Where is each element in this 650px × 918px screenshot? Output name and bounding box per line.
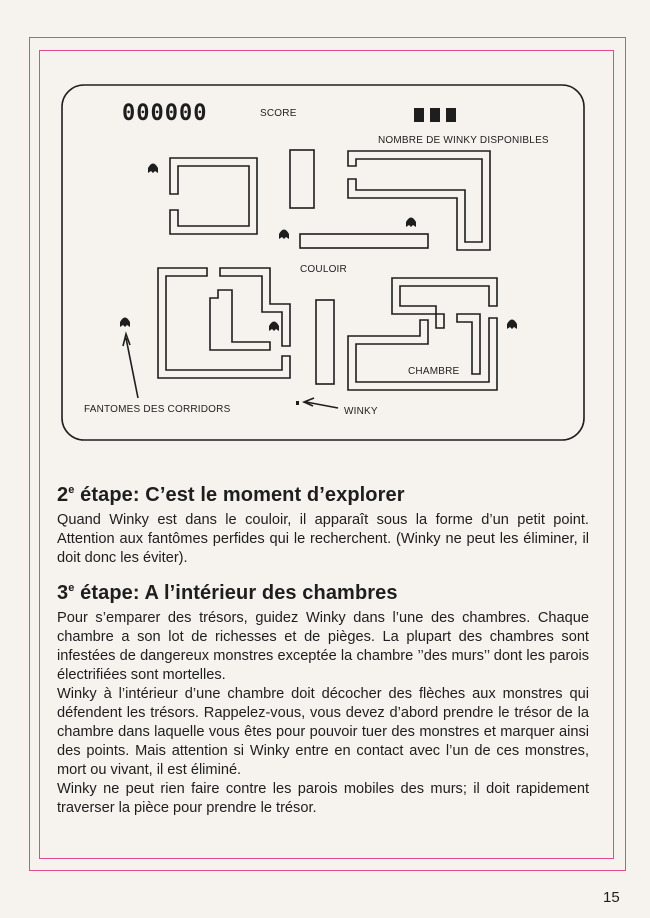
life-block-3 bbox=[446, 108, 456, 122]
room-top-left bbox=[170, 158, 257, 234]
life-block-1 bbox=[414, 108, 424, 122]
corridor-label: COULOIR bbox=[300, 264, 347, 275]
section-step-3 bbox=[57, 582, 589, 818]
winky-lives-label: NOMBRE DE WINKY DISPONIBLES bbox=[378, 135, 549, 146]
winky-dot bbox=[296, 401, 299, 405]
winky-label: WINKY bbox=[344, 406, 378, 417]
wall-vertical-center bbox=[316, 300, 334, 384]
ghost-icon bbox=[507, 320, 517, 330]
room-top-right bbox=[348, 151, 490, 250]
room-bottom-right-lower bbox=[348, 318, 497, 390]
ghost-icon bbox=[148, 164, 158, 174]
wall-corridor-bar bbox=[300, 234, 428, 248]
wall-vertical-top bbox=[290, 150, 314, 208]
ghost-icon bbox=[406, 218, 416, 228]
life-block-2 bbox=[430, 108, 440, 122]
section-heading: 2e étape: C’est le moment d’explorer bbox=[57, 484, 405, 506]
ghost-arrow bbox=[126, 338, 138, 398]
room-bottom-right bbox=[392, 278, 497, 328]
section-step-2 bbox=[57, 484, 589, 568]
instructions-content bbox=[57, 484, 589, 818]
paragraph: Winky à l’intérieur d’une chambre doit décocher des flèches aux monstres qui défendent les trésors. Rappelez-vous, vous devez d’abord prendre le trésor de la chambre dans laquelle vous êtes pour pouvoir tuer des monstres et marquer ainsi des points. Mais attention si Winky entre en contact avec l’un de ces monstres, mort ou vivant, il est éliminé. bbox=[57, 686, 589, 778]
ghost-icon bbox=[279, 230, 289, 240]
game-screen-diagram bbox=[60, 84, 588, 444]
ghost-icon bbox=[269, 322, 279, 332]
section-heading: 3e étape: A l’intérieur des chambres bbox=[57, 582, 398, 604]
ghosts-label: FANTOMES DES CORRIDORS bbox=[84, 404, 231, 415]
paragraph: Quand Winky est dans le couloir, il apparaît sous la forme d’un petit point. Attention aux fantômes perfides qui le recherchent. (Winky ne peut les éliminer, il doit donc les éviter). bbox=[57, 512, 589, 566]
score-label: SCORE bbox=[260, 108, 297, 119]
room-bottom-right-side bbox=[457, 314, 480, 374]
score-digits: 000000 bbox=[122, 101, 208, 126]
room-label: CHAMBRE bbox=[408, 366, 460, 377]
ghost-icon bbox=[120, 318, 130, 328]
page-number: 15 bbox=[603, 889, 620, 906]
paragraph: Winky ne peut rien faire contre les parois mobiles des murs; il doit rapidement traverser la pièce pour prendre le trésor. bbox=[57, 781, 589, 816]
room-bottom-left-inner bbox=[210, 290, 270, 350]
room-bottom-left-top bbox=[220, 268, 290, 346]
paragraph: Pour s’emparer des trésors, guidez Winky dans l’une des chambres. Chaque chambre a son lot de richesses et de pièges. La plupart des chambres sont infestées de dangereux monstres exceptée la chambre ’’des murs’’ dont les parois électrifiées sont mortelles. bbox=[57, 610, 589, 683]
